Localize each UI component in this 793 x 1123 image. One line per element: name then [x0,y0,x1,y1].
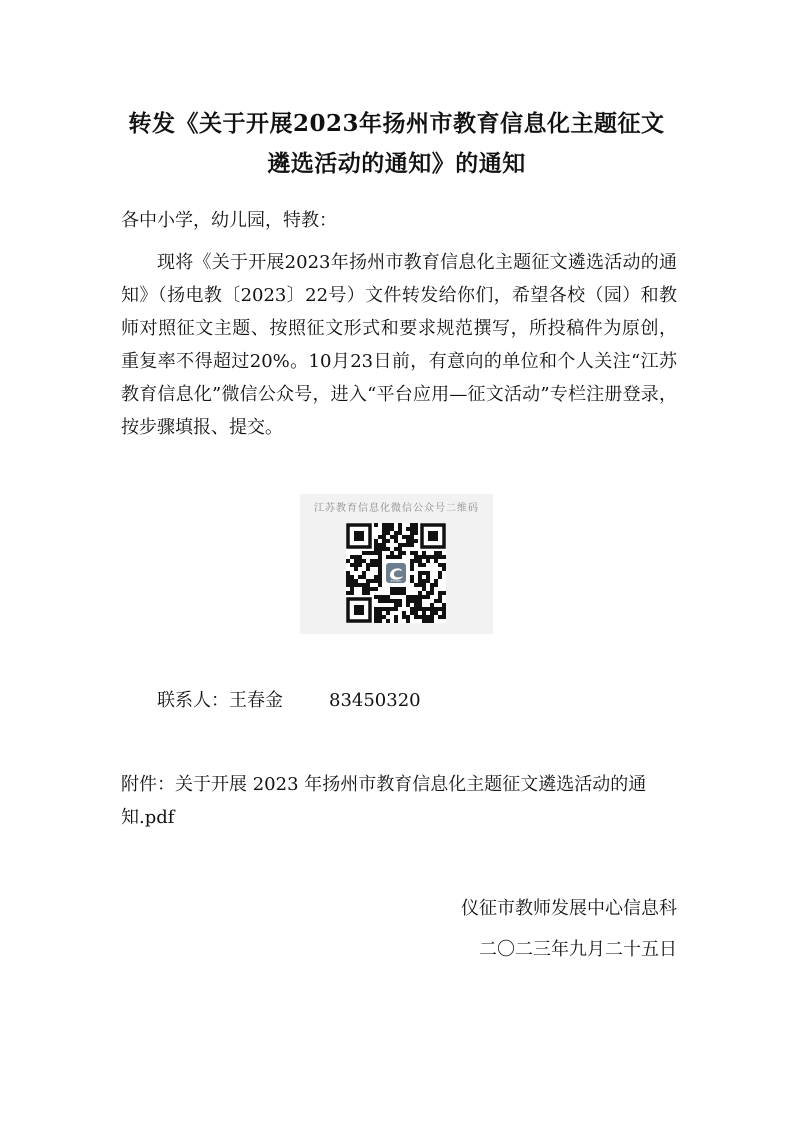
contact-name: 联系人：王春金 [157,690,283,711]
body-paragraph: 现将《关于开展2023年扬州市教育信息化主题征文遴选活动的通知》（扬电教〔2023〕22号）文件转发给你们，希望各校（园）和教师对照征文主题、按照征文形式和要求规范撰写，所投稿件为原创，重复率不得超过20%。10月23日前，有意向的单位和个人关注“江苏教育信息化”微信公众号，进入“平台应用—征文活动”专栏注册登录，按步骤填报、提交。 [121,252,677,438]
contact-phone: 83450320 [329,690,421,711]
qr-code-panel [300,494,493,634]
attachment-line: 附件：关于开展 2023 年扬州市教育信息化主题征文遴选活动的通知.pdf [121,774,647,828]
qr-logo-text: Jiangsu [390,578,402,583]
document-title-line-1: 转发《关于开展2023年扬州市教育信息化主题征文 [128,110,665,137]
document-title-line-2: 遴选活动的通知》的通知 [267,150,526,177]
qr-code-image [346,523,446,623]
signature-org: 仪征市教师发展中心信息科 [461,898,677,919]
contact-line [157,684,577,717]
salutation: 各中小学，幼儿园，特教： [121,210,337,231]
qr-caption: 江苏教育信息化微信公众号二维码 [314,503,479,514]
signature-date: 二〇二三年九月二十五日 [479,939,677,960]
